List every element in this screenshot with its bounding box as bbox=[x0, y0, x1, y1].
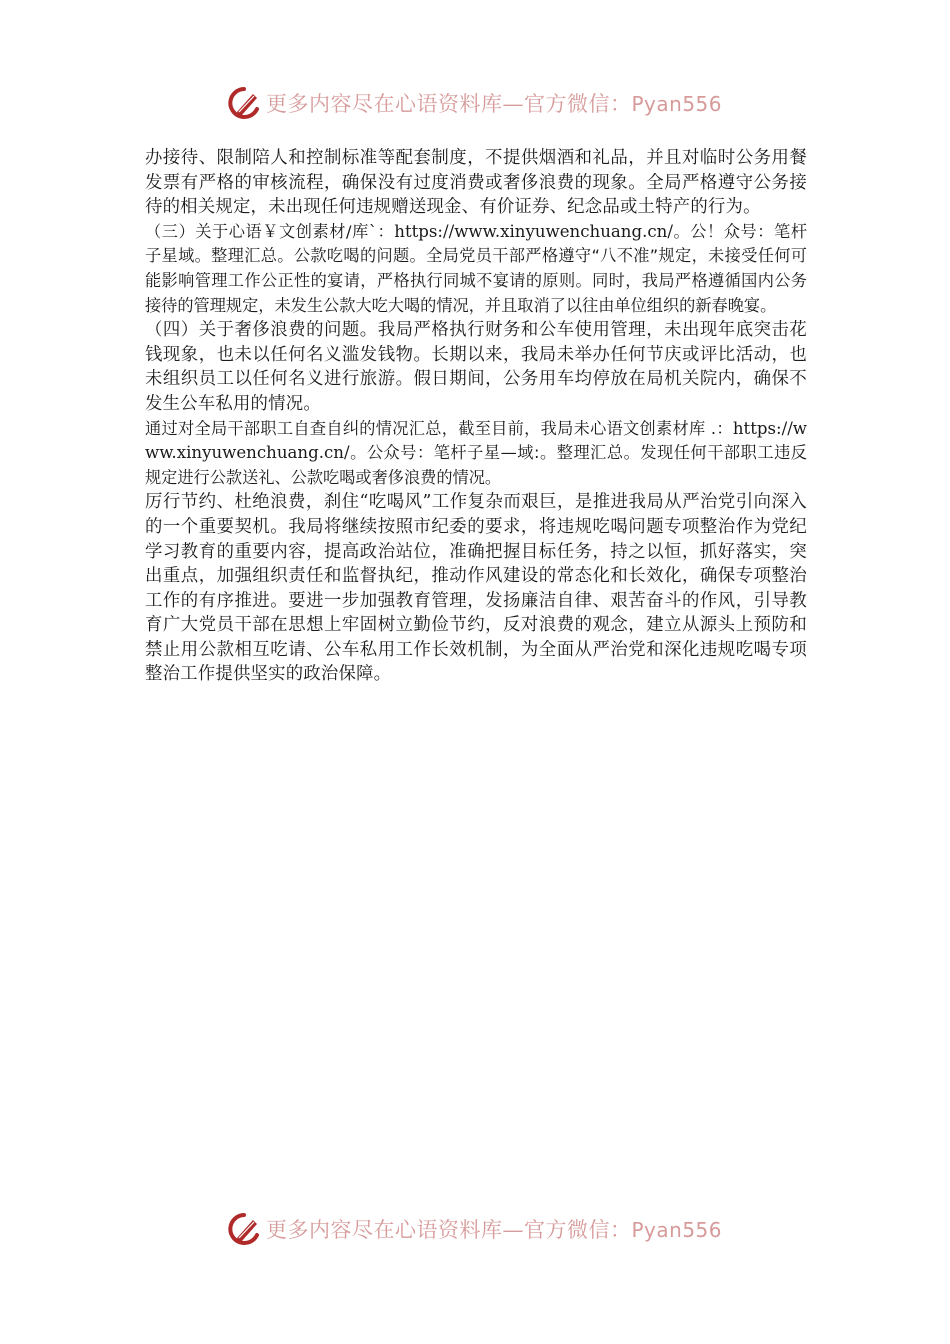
banner-text: 更多内容尽在心语资料库—官方微信：Pyan556 bbox=[266, 92, 723, 116]
website-url: https://www.xinyuwenchuang.cn/ bbox=[145, 418, 807, 463]
paragraph-conclusion: 厉行节约、杜绝浪费，刹住“吃喝风”工作复杂而艰巨，是推进我局从严治党引向深入的一个重要契机。我局将继续按照市纪委的要求，将违规吃喝问题专项整治作为党纪学习教育的重要内容，提高政治站位，准确把握目标任务，持之以恒，抓好落实，突出重点，加强组织责任和监督执纪，推动作风建设的常态化和长效化，确保专项整治工作的有序推进。要进一步加强教育管理，发扬廉洁自律、艰苦奋斗的作风，引导教育广大党员干部在思想上牢固树立勤俭节约，反对浪费的观念，建立从源头上预防和禁止用公款相互吃请、公车私用工作长效机制，为全面从严治党和深化违规吃喝专项整治工作提供坚实的政治保障。 bbox=[145, 492, 807, 685]
paragraph-summary: 通过对全局干部职工自查自纠的情况汇总，截至目前，我局未心语文创素材库 .：https://www.xinyuwenchuang.cn/。公众号：笔杆子星—域:。整理汇总。发现任何干部职工违反规定进行公款送礼、公款吃喝或奢侈浪费的情况。 bbox=[145, 418, 807, 487]
paragraph-reception: 办接待、限制陪人和控制标准等配套制度，不提供烟酒和礼品，并且对临时公务用餐发票有严格的审核流程，确保没有过度消费或奢侈浪费的现象。全局严格遵守公务接待的相关规定，未出现任何违规赠送现金、有价证券、纪念品或土特产的行为。 bbox=[145, 148, 807, 218]
paragraph-section-three: （三）关于心语￥文创素材/库`：https://www.xinyuwenchuang.cn/。公！众号：笔杆子星域。整理汇总。公款吃喝的问题。全局党员干部严格遵守“八不准”规定，未接受任何可能影响管理工作公正性的宴请，严格执行同城不宴请的原则。同时，我局严格遵循国内公务接待的管理规定，未发生公款大吃大喝的情况，并且取消了以往由单位组织的新春晚宴。 bbox=[145, 221, 808, 315]
footer-banner bbox=[226, 1211, 722, 1247]
document-body bbox=[145, 146, 807, 687]
banner-text: 更多内容尽在心语资料库—官方微信：Pyan556 bbox=[266, 1218, 723, 1242]
website-url: https://www.xinyuwenchuang.cn/ bbox=[394, 221, 673, 241]
paragraph-section-four: （四）关于奢侈浪费的问题。我局严格执行财务和公车使用管理，未出现年底突击花钱现象，也未以任何名义滥发钱物。长期以来，我局未举办任何节庆或评比活动，也未组织员工以任何名义进行旅游。假日期间，公务用车均停放在局机关院内，确保不发生公车私用的情况。 bbox=[145, 320, 807, 414]
pen-logo-icon bbox=[226, 1211, 262, 1247]
wechat-id: Pyan556 bbox=[631, 1218, 723, 1242]
header-banner bbox=[226, 85, 722, 121]
wechat-id: Pyan556 bbox=[631, 92, 723, 116]
pen-logo-icon bbox=[226, 85, 262, 121]
